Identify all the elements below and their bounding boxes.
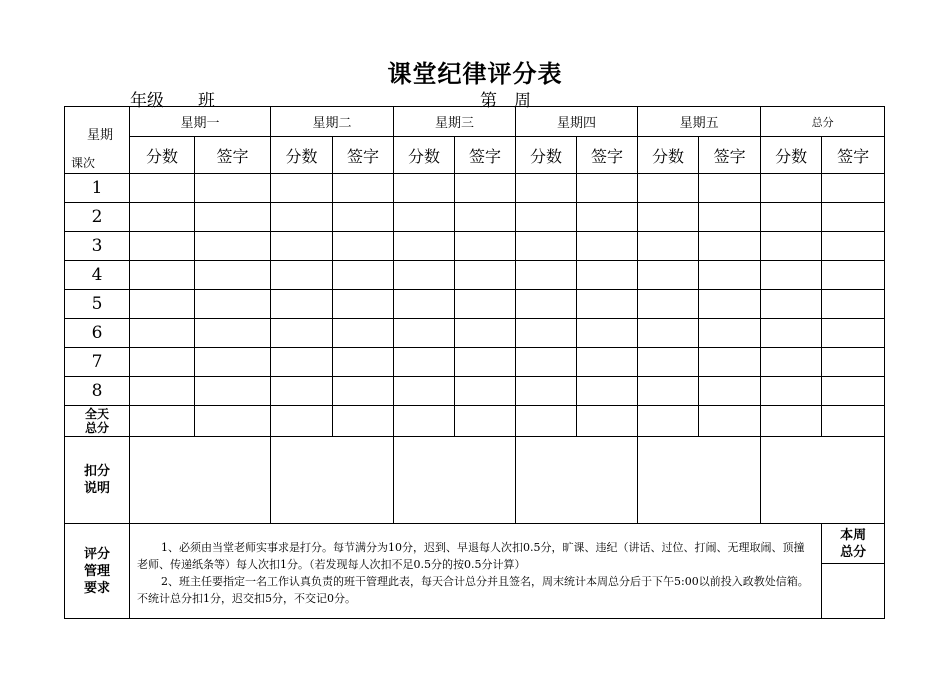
period-row: [65, 348, 885, 377]
score-entry-cell[interactable]: [271, 377, 333, 406]
score-column-header: 分数: [130, 137, 195, 174]
score-entry-cell[interactable]: [130, 377, 195, 406]
score-column-header: 分数: [638, 137, 699, 174]
score-entry-cell[interactable]: [455, 348, 516, 377]
daily-total-row: [65, 406, 885, 437]
score-entry-cell[interactable]: [761, 290, 822, 319]
score-entry-cell[interactable]: [271, 319, 333, 348]
period-row: [65, 174, 885, 203]
score-entry-cell[interactable]: [130, 319, 195, 348]
score-entry-cell[interactable]: [699, 348, 761, 377]
score-column-header: 分数: [516, 137, 577, 174]
score-entry-cell[interactable]: [455, 261, 516, 290]
score-entry-cell[interactable]: [455, 377, 516, 406]
rule-1: 1、必须由当堂老师实事求是打分。每节满分为10分，迟到、早退每人次扣0.5分，旷课、违纪（讲话、过位、打闹、无理取闹、顶撞老师、传递纸条等）每人次扣1分。（若发现每人次扣不足0.5分的按0.5分计算）: [137, 541, 805, 571]
day-header: 星期三: [394, 107, 516, 137]
score-entry-cell[interactable]: [638, 290, 699, 319]
rules-row: [65, 524, 885, 564]
period-number: 1: [65, 174, 130, 203]
score-entry-cell[interactable]: [271, 348, 333, 377]
score-entry-cell[interactable]: [699, 377, 761, 406]
daily-total-cell[interactable]: [577, 406, 638, 437]
corner-cell: [65, 107, 130, 174]
score-entry-cell[interactable]: [195, 377, 271, 406]
score-entry-cell[interactable]: [333, 290, 394, 319]
score-entry-cell[interactable]: [195, 261, 271, 290]
score-entry-cell[interactable]: [516, 261, 577, 290]
score-entry-cell[interactable]: [195, 348, 271, 377]
period-row: [65, 232, 885, 261]
period-number: 2: [65, 203, 130, 232]
score-entry-cell[interactable]: [822, 290, 885, 319]
score-entry-cell[interactable]: [394, 232, 455, 261]
daily-total-cell[interactable]: [516, 406, 577, 437]
daily-total-label: 全天 总分: [65, 406, 130, 437]
score-entry-cell[interactable]: [271, 261, 333, 290]
daily-total-cell[interactable]: [130, 406, 195, 437]
score-column-header: 分数: [394, 137, 455, 174]
rule-2: 2、班主任要指定一名工作认真负责的班干管理此表，每天合计总分并且签名，周末统计本周总分后于下午5:00以前投入政教处信箱。不统计总分扣1分，迟交扣5分，不交记0分。: [137, 575, 809, 605]
daily-total-cell[interactable]: [455, 406, 516, 437]
daily-total-cell[interactable]: [195, 406, 271, 437]
sign-column-header: 签字: [455, 137, 516, 174]
daily-total-cell[interactable]: [699, 406, 761, 437]
score-entry-cell[interactable]: [455, 203, 516, 232]
score-entry-cell[interactable]: [271, 174, 333, 203]
sign-column-header: 签字: [577, 137, 638, 174]
score-entry-cell[interactable]: [516, 348, 577, 377]
period-row: [65, 319, 885, 348]
score-entry-cell[interactable]: [577, 290, 638, 319]
deduction-note-cell[interactable]: [271, 437, 394, 524]
weekly-total-label: 本周 总分: [822, 524, 885, 564]
score-entry-cell[interactable]: [577, 319, 638, 348]
score-entry-cell[interactable]: [761, 174, 822, 203]
period-row: [65, 377, 885, 406]
daily-total-cell[interactable]: [333, 406, 394, 437]
score-entry-cell[interactable]: [516, 203, 577, 232]
score-column-header: 分数: [761, 137, 822, 174]
grade-class-label: 年级 班: [130, 91, 215, 111]
score-entry-cell[interactable]: [333, 174, 394, 203]
day-header: 星期二: [271, 107, 394, 137]
score-entry-cell[interactable]: [195, 174, 271, 203]
daily-total-cell[interactable]: [638, 406, 699, 437]
score-entry-cell[interactable]: [638, 174, 699, 203]
score-entry-cell[interactable]: [577, 261, 638, 290]
period-number: 8: [65, 377, 130, 406]
score-entry-cell[interactable]: [761, 377, 822, 406]
day-header: 星期五: [638, 107, 761, 137]
period-row: [65, 261, 885, 290]
day-header-row: [65, 107, 885, 137]
score-entry-cell[interactable]: [761, 348, 822, 377]
score-entry-cell[interactable]: [577, 232, 638, 261]
score-entry-cell[interactable]: [195, 290, 271, 319]
score-entry-cell[interactable]: [822, 174, 885, 203]
score-entry-cell[interactable]: [271, 232, 333, 261]
period-number: 5: [65, 290, 130, 319]
score-entry-cell[interactable]: [455, 232, 516, 261]
score-entry-cell[interactable]: [516, 174, 577, 203]
deduction-row: [65, 437, 885, 524]
score-entry-cell[interactable]: [394, 319, 455, 348]
score-entry-cell[interactable]: [394, 174, 455, 203]
score-entry-cell[interactable]: [516, 232, 577, 261]
score-entry-cell[interactable]: [822, 261, 885, 290]
score-entry-cell[interactable]: [699, 232, 761, 261]
score-entry-cell[interactable]: [455, 290, 516, 319]
score-entry-cell[interactable]: [699, 290, 761, 319]
score-entry-cell[interactable]: [333, 232, 394, 261]
total-header: 总分: [761, 107, 885, 137]
score-entry-cell[interactable]: [195, 319, 271, 348]
sign-column-header: 签字: [699, 137, 761, 174]
score-entry-cell[interactable]: [130, 232, 195, 261]
period-row: [65, 290, 885, 319]
score-entry-cell[interactable]: [130, 290, 195, 319]
sign-column-header: 签字: [822, 137, 885, 174]
score-entry-cell[interactable]: [577, 203, 638, 232]
deduction-note-cell[interactable]: [394, 437, 516, 524]
daily-total-cell[interactable]: [822, 406, 885, 437]
deduction-note-cell[interactable]: [638, 437, 761, 524]
score-entry-cell[interactable]: [638, 261, 699, 290]
period-number: 7: [65, 348, 130, 377]
score-entry-cell[interactable]: [638, 348, 699, 377]
period-number: 6: [65, 319, 130, 348]
weekly-total-cell[interactable]: [822, 564, 885, 619]
score-entry-cell[interactable]: [333, 319, 394, 348]
score-entry-cell[interactable]: [699, 203, 761, 232]
score-entry-cell[interactable]: [577, 348, 638, 377]
management-label: 评分 管理 要求: [65, 524, 130, 619]
score-entry-cell[interactable]: [195, 232, 271, 261]
score-entry-cell[interactable]: [333, 377, 394, 406]
corner-period-label: 课次: [71, 156, 96, 170]
score-entry-cell[interactable]: [699, 174, 761, 203]
score-entry-cell[interactable]: [761, 203, 822, 232]
score-entry-cell[interactable]: [333, 348, 394, 377]
sign-column-header: 签字: [195, 137, 271, 174]
score-entry-cell[interactable]: [394, 377, 455, 406]
score-entry-cell[interactable]: [195, 203, 271, 232]
score-entry-cell[interactable]: [577, 377, 638, 406]
page-title: 课堂纪律评分表: [387, 60, 563, 88]
score-entry-cell[interactable]: [822, 203, 885, 232]
score-column-header: 分数: [271, 137, 333, 174]
score-entry-cell[interactable]: [822, 377, 885, 406]
week-label: 第 周: [480, 91, 531, 111]
score-entry-cell[interactable]: [761, 261, 822, 290]
score-entry-cell[interactable]: [271, 203, 333, 232]
score-entry-cell[interactable]: [638, 319, 699, 348]
score-entry-cell[interactable]: [455, 319, 516, 348]
score-entry-cell[interactable]: [638, 232, 699, 261]
score-entry-cell[interactable]: [822, 319, 885, 348]
score-entry-cell[interactable]: [638, 203, 699, 232]
score-entry-cell[interactable]: [333, 261, 394, 290]
score-entry-cell[interactable]: [822, 232, 885, 261]
daily-total-cell[interactable]: [271, 406, 333, 437]
day-header: 星期四: [516, 107, 638, 137]
score-table: [64, 106, 885, 619]
score-entry-cell[interactable]: [516, 290, 577, 319]
score-entry-cell[interactable]: [130, 348, 195, 377]
day-header: 星期一: [130, 107, 271, 137]
score-entry-cell[interactable]: [455, 174, 516, 203]
score-entry-cell[interactable]: [761, 232, 822, 261]
score-entry-cell[interactable]: [333, 203, 394, 232]
subheader-row: [65, 137, 885, 174]
score-entry-cell[interactable]: [822, 348, 885, 377]
score-entry-cell[interactable]: [271, 290, 333, 319]
score-entry-cell[interactable]: [699, 261, 761, 290]
period-number: 3: [65, 232, 130, 261]
daily-total-cell[interactable]: [394, 406, 455, 437]
score-entry-cell[interactable]: [130, 261, 195, 290]
score-entry-cell[interactable]: [638, 377, 699, 406]
score-entry-cell[interactable]: [699, 319, 761, 348]
rules-text: [130, 524, 822, 619]
score-entry-cell[interactable]: [761, 319, 822, 348]
score-entry-cell[interactable]: [516, 377, 577, 406]
deduction-note-cell[interactable]: [516, 437, 638, 524]
daily-total-cell[interactable]: [761, 406, 822, 437]
score-entry-cell[interactable]: [394, 290, 455, 319]
score-entry-cell[interactable]: [394, 203, 455, 232]
score-entry-cell[interactable]: [394, 261, 455, 290]
score-entry-cell[interactable]: [394, 348, 455, 377]
score-entry-cell[interactable]: [516, 319, 577, 348]
score-entry-cell[interactable]: [130, 203, 195, 232]
deduction-note-cell[interactable]: [761, 437, 885, 524]
corner-weekday-label: 星期: [87, 128, 114, 143]
score-entry-cell[interactable]: [577, 174, 638, 203]
period-number: 4: [65, 261, 130, 290]
deduction-label: 扣分 说明: [65, 437, 130, 524]
period-row: [65, 203, 885, 232]
score-entry-cell[interactable]: [130, 174, 195, 203]
sign-column-header: 签字: [333, 137, 394, 174]
deduction-note-cell[interactable]: [130, 437, 271, 524]
